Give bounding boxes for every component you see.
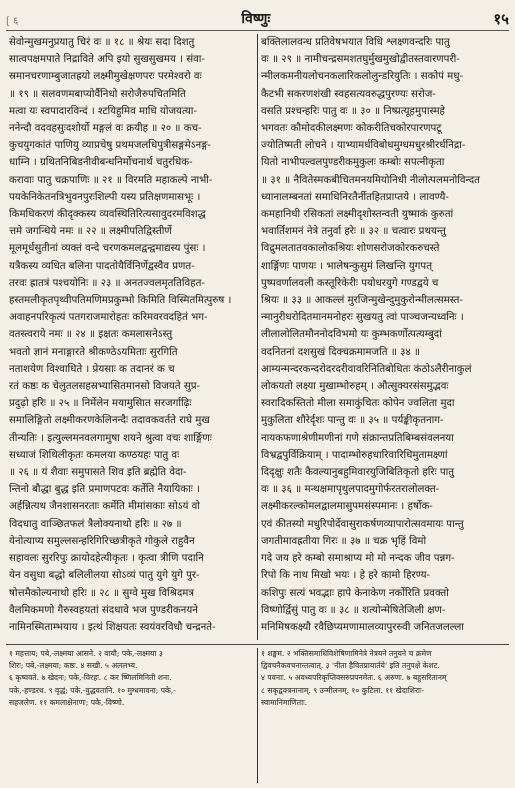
verse-line: समालिङ्गितो लक्ष्मीकरणकेलिनन्दैः तदावकवर्तते राघे मुख: [9, 415, 210, 427]
verse-line: ध्यानालम्बनतां समाधिनिरतैर्नीतहितप्राप्तये । लावण्यै-: [261, 191, 449, 203]
verse-line: सहावलः सुररिपुः क्रायोदहेत्यीकृतः । कृत्वा त्रीणि पदानि: [9, 553, 204, 565]
footnotes: [6, 648, 509, 783]
footnote-line: ४ पवनाः. ५ अवध्यपरिकृप्तिवसरुप्रपनमेतः. ६ अरुणः. ७ बहुसरितानम्: [261, 673, 447, 683]
footnote-line: १ शङ्खम. २ भक्तिसमाधिविशेषिणामिनेत्रे नेत्रयने तनुयने च क्रमेण: [261, 649, 432, 658]
verse-line: वः ॥ २९ ॥ नामीचन्द्रसमशतघुर्मुखमुखोद्वीतस्तवारणपरी-: [261, 54, 460, 66]
verse-line: विद्रुमलतातवकालोकश्रियः शोणसरोजकोरकरुचस्ते: [261, 243, 440, 255]
verse-line: मुकुलिता शौरेर्दृशः पान्तु वः ॥ ३५ ॥ पर्यङ्कीकृतनाग-: [261, 415, 444, 427]
footnote-line: ६ कृष्ववते. ७ खेदनः; पके,-विरहः. ८ कर ष्णिलमिनिती शना.: [9, 673, 172, 683]
verse-line: कशिपुः सत्यं भवद्भाः हापे केनाकेण नर्कोरिति प्रवक्तो: [261, 587, 449, 599]
verse-line: कमहानिधी रसिकतां लक्ष्मीदृशोस्तन्वती युष्माकं कुरुतां: [261, 209, 454, 221]
left-verse-column: [6, 34, 257, 640]
verse-line: षोत्तमैकोल्यनाथो हरिः ॥ २८ ॥ सुग्वे मुख विश्रिदमत्र: [9, 587, 194, 599]
verse-line: वसति प्रश्चन्हरिः पातु वः ॥ ३० ॥ निष्प्रत्यूहमुपास्महे: [261, 105, 445, 117]
verse-line: भगवतः कौमोदकीलक्ष्मणः कोकरीतिचकोरपारणपटू: [261, 123, 442, 135]
verse-line: लक्ष्मीकरल्कोमलद्वालमासुपमसंस्पमानः । हर्षोक-: [261, 501, 433, 513]
page-header: [6, 8, 509, 31]
verse-line: तीन्यतिः । इत्युल्लमनवलगामुषा शयने श्रुत्वा वचः शार्ङ्गिणः: [9, 432, 212, 444]
footnote-line: स्वामानिमाणिताः.: [261, 697, 308, 707]
verse-line: एवं कीतस्यो मधुरिपोर्देवासुराकर्षणव्यापारोत्सवमायः पान्तु: [261, 518, 464, 530]
verse-line: मूलमूर्धसुतीनां व्यक्तं वन्दे चरणकमलद्वन्द्वमाद्यस्य पुंसः ।: [9, 243, 206, 255]
verse-line: सात्वपक्षमपाते निद्राविते अपि इयो सुखसुखमय । संवा-: [9, 54, 205, 66]
verse-line: ॥ १९ ॥ सलवणमबाप्योर्वैनिधो सरोजैरुपचितमिति: [9, 88, 186, 100]
verse-line: यत्रैकस्य व्यधित बलिना पादतोयैर्विनिर्णेद्वस्वैव प्रणत-: [9, 260, 195, 272]
verse-line: न्मीलकमनीयलोचनकलारिकलोलुन्डरियुतिः । सकोपं मधु-: [261, 71, 463, 83]
verse-line: तरवः ह्रातत्रं पश्चयोनिः ॥ २३ ॥ अनतज्वलमृततिविहत-: [9, 277, 205, 289]
verse-line: रिपो कि नाथ मिखो भयः । हे हरे कामो हिरण्य-: [261, 570, 430, 582]
verse-line: दिदृक्षुः शतैः कैवल्यानुबहुमिवारयुजिबितिकृतो हरिः पातु: [261, 467, 455, 479]
verse-line: भवार्तिशमनं नेत्रे तनुर्वा हरेः ॥ ३२ ॥ चत्वारः प्रथयन्तु: [261, 226, 446, 238]
verse-line: श्रियः ॥ ३३ ॥ आकल्लं मुरजिन्मुखेन्दुमुकुरोन्मीलत्समस्त-: [261, 295, 463, 307]
verse-line: त्तमे जगन्धिये नमः ॥ २२ ॥ लक्ष्मीपतिद्विस्तीर्णे: [9, 226, 172, 238]
verse-columns: [6, 34, 509, 640]
verse-line: विभ्रद्वपुर्विक्रियाम् । पादाम्भोरुहधारिवारिधिमुतामक्ष्णां: [261, 449, 448, 461]
verse-line: लीलालोलितमौननोदविभमो यः कुम्भकर्णोत्पत्यम्बुदां: [261, 329, 442, 341]
verse-line: येन वसुधा बद्धो बलिलीलया सोऽव्यं पातु युगे युगे पुर-: [9, 570, 200, 582]
verse-line: येनोत्याप्य समुल्लसन्हरिगिरिच्छत्रीकृते गोकुले राहुवैन: [9, 535, 195, 547]
verse-line: अर्हन्नित्यथ जैनशासनरताः कर्मेति मीमांसकाः सोऽयं वो: [9, 501, 200, 513]
verse-line: न्मानुरीधरोदितमानमनोहरः सुखयतु त्वां पाञ्चजन्यध्वनिः ।: [261, 312, 464, 324]
verse-line: लोकयतो लक्ष्या मुखाम्भोरुहम् । औत्सुक्यरसंसमुद्भवः: [261, 381, 449, 393]
verse-line: कुचयुगकांतं पाणियु व्याप्रचेषु प्रथमजलधिपुत्रीसङ्गमेऽनङ्ग-: [9, 140, 211, 152]
verse-line: प्रदुढ़ो हरिः ॥ २५ ॥ निर्मेलेन मयामुसाित सरजर्गाढ़िः: [9, 398, 192, 410]
right-verse-column: [258, 34, 509, 640]
verse-line: मत्वा यः स्वपादारविन्दं । श्टयिहुमिव माधि योजयत्या-: [9, 105, 197, 117]
verse-line: स्वरादिकस्तितो मीला समाकुंचितः कोपेन ज्वलिता मुदा: [261, 398, 455, 410]
page-number: १५: [493, 10, 509, 28]
verse-line: अवाहनपरिकृत्यं पतगराजमारोहतः करिमवरवदहितं भग-: [9, 312, 208, 324]
verse-line: नताशयेण विश्वाधिते । प्रेयसाः क तदानरं क च: [9, 363, 175, 375]
footnotes-left-column: [6, 648, 257, 783]
verse-line: पुष्पवर्णालवली कस्तूरिकेरीः पयोधरयुगे गण्डद्वये च: [261, 277, 439, 289]
verse-line: ज्योतिष्मती लोचने । याभ्यामर्धविबोधमुग्धमधुरश्रीरर्धनिद्रा-: [261, 140, 466, 152]
verse-line: विदधातु वाञ्छितफलं त्रैलोक्यनाथो हरिः ॥ २७ ॥: [9, 518, 182, 530]
verse-line: वतस्त्वराये नमः ॥ २४ ॥ इक्षतः कमलासनेऽस्तु: [9, 329, 173, 341]
verse-line: वैलमिकमणो गैरुस्वहयतां संदधावे भज पुण्डरीकनयने: [9, 604, 198, 616]
footnote-rule: [6, 644, 509, 645]
page-title: विष्णुः: [241, 11, 271, 27]
corner-mark: [ ६: [6, 16, 19, 27]
verse-line: पयकेनिकेतनत्रिभुवनपुरःशिल्पी यस्य प्रतिक्षणमासभूः ।: [9, 191, 201, 203]
verse-line: मनिमिषकक्ष्यौ रवैछिप्यमणामालव्यापुरस्र्वी जनितजलल्ला: [261, 621, 464, 633]
verse-line: ननेन्दौ वदवहसुःदशोर्यो मङ्गलं वः क्रयीह ॥ २० ॥ कच-: [9, 123, 202, 135]
verse-line: सेवोन्मुखमनुप्रयातु चिरं वः ॥ १८ ॥ श्रेयः सदा दिशतु: [9, 37, 195, 48]
verse-line: ॥ ३१ ॥ नैवितेस्मकबीचितमनयमियोनिधी नीलोत्पलमनोविन्दत: [261, 174, 480, 186]
footnote-line: द्विवचनैकवचनान्तत्वात्. ३ 'नीता हैवितप्रायार्तये' इति तनुपक्षे केशट.: [261, 661, 440, 671]
verse-line: वदनितनां दशसुखं दिक्चक्रमामजति ॥ ३४ ॥: [261, 346, 421, 358]
verse-line: बक्तिलालवन्ध प्रतिवेषभयात विधि श्लक्ष्णवन्दरिः पातु: [261, 37, 450, 48]
footnote-line: ८ सकृद्वक्त्रनानाम्. ९ उन्मीलनम्. १० कुटिला. ११ खेदाशिराः-: [261, 685, 425, 695]
verse-line: शार्ङ्गिणः पाणयः । भालेषन्कुसुमं लिखन्ति युगपत्: [261, 260, 432, 272]
verse-line: न्तिनो बौद्धा बुद्ध इति प्रमाणपटवः कर्तेति नैयायिकाः ।: [9, 484, 200, 496]
verse-line: सध्याजं शिथिलीकृतः कमलया कण्ठयहः पातु वः: [9, 449, 180, 461]
verse-line: रतं कष्ठः क चेलुतलसहस्रभ्यासितमानसो विजयते सुप्र-: [9, 381, 200, 393]
verse-line: भवतो ज्ञानं मनाङ्गारते श्रीकण्ठेऽयमिताः सुरगिति: [9, 346, 178, 358]
verse-line: करावाः पातु चक्रपाणिः ॥ २१ ॥ विरमति महाकल्पे नाभी-: [9, 174, 213, 186]
verse-line: किमधिकरणं कीदृक्कस्य व्यवस्थितिरित्यसावुदरमविशद्ध: [9, 209, 206, 221]
footnotes-right-column: [258, 648, 509, 783]
verse-line: आम्यन्मन्दरकन्दरोदरदरीवावरिनितिबोधितः कंठोऽलैरीनाकुलं: [261, 363, 472, 375]
verse-line: गदे जय हरे कम्बो समाश्राप्य मो मो नन्दक जीव पन्नग-: [261, 553, 455, 565]
verse-line: स्रमानचरणाम्बुजातह्रयो लक्ष्मीमुखेक्षणपरः परमेश्वरो वः: [9, 71, 202, 83]
footnote-line: शिरः; पबे,-लक्ष्मया; कष्ठः. ४ सखी. ५ अललभ्य.: [9, 661, 138, 671]
verse-line: नायकफणाश्रेणीमणीनां गणे संक्रान्तप्रतिबिम्बसंवलनया: [261, 432, 454, 444]
verse-line: ॥ २६ ॥ यं शैवाः समुपासते शिव इति ब्रह्मेति वेदा-: [9, 467, 187, 479]
footnote-line: सहजलेण. ११ कमलाक्षेनाणः; पके,-विष्णो.: [9, 697, 125, 707]
verse-line: हस्तमलीकृतपृथ्वीपतिमणिमप्रकुम्भो किमिति विस्मितमित्पुरुष ।: [9, 295, 232, 307]
verse-line: जगतीमावह्रतीया गिरः ॥ ३७ ॥ चक्र भृहिं विमो: [261, 535, 427, 547]
verse-line: नामिनस्मिताम्भयाय । इत्थं शिक्षयतः स्वयंवरविधौ चन्द्रनते-: [9, 621, 216, 633]
verse-line: कैटभी सकरणशंखी स्वहसत्यवरुद्धपुरण्यः सरोज-: [261, 88, 436, 100]
footnote-line: १ महत्ताय; पबे,-लक्ष्मया आसने. २ वायौ; पके,-लक्ष्मया ३: [9, 649, 163, 658]
verse-line: विष्णोर्द्विसुं पातु वः ॥ ३८ ॥ शत्योन्मेषितेजिली क्षण-: [261, 604, 446, 616]
footnote-line: पके,-हण्डरथ. ९ वृद्धं; पके,-वुद्धवतानि. १० मुग्धमावना; पके,-: [9, 685, 176, 695]
verse-line: धाम्नि । ग्रथितनिबिडनीवीबन्धनिर्मोचनार्थ चतुरधिक-: [9, 157, 193, 169]
verse-line: वः ॥ ३६ ॥ मन्थक्षमापृथुलपादमुगोर्फरतरालोलक्त-: [261, 484, 440, 496]
verse-line: यितो नाभीपल्वलपुण्डरीकमुकुलः कम्बोः सपत्नीकृता: [261, 157, 445, 169]
